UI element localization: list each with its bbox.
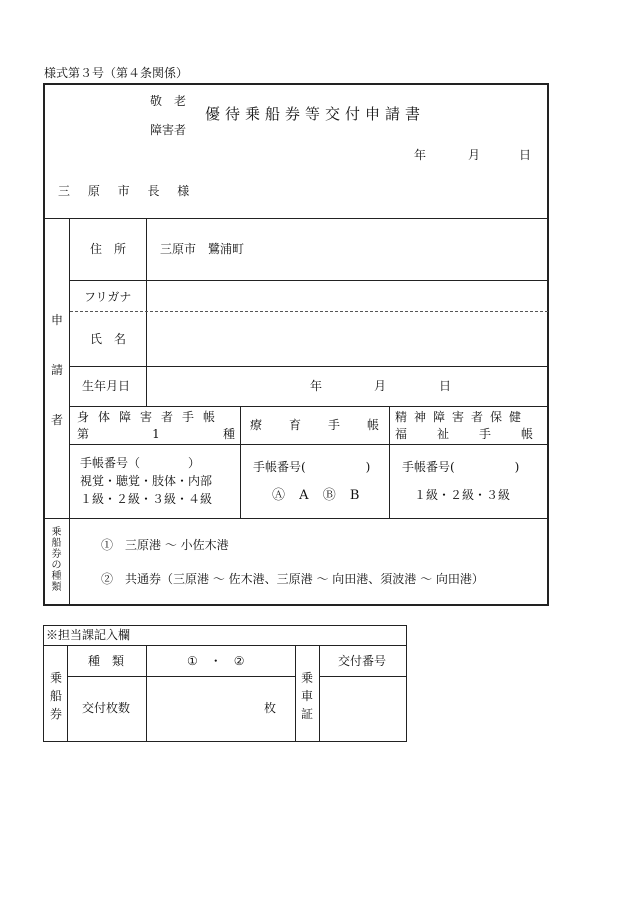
office-number-label: 交付番号 [338,654,387,668]
birthdate-day: 日 [439,379,452,393]
physical-class-suffix: 種 [222,427,235,441]
office-left-label: 乗 船 券 [49,671,62,721]
date-year: 年 [414,148,427,162]
birthdate-label: 生年月日 [82,379,131,393]
physical-number-line[interactable]: 手帳番号（ ） [80,456,201,470]
honorific-prefix-bottom: 障害者 [150,123,187,137]
rehab-grade-a-circled[interactable]: Ⓐ [272,488,286,503]
honorific-prefix-top: 敬 老 [150,94,187,108]
rehab-number-line[interactable]: 手帳番号( ) [253,460,371,474]
physical-notebook-header: 身体障害者手帳 [77,410,225,424]
office-right-label: 乗 車 証 [300,671,313,721]
rehab-grades[interactable] [272,489,359,502]
applicant-side-label-3: 者 [51,413,64,427]
office-type-value[interactable]: ① ・ ② [187,654,245,668]
applicant-side-label-1: 申 [51,313,64,327]
applicant-side-label-2: 請 [51,363,64,377]
mental-grades[interactable]: １級・２級・３級 [414,488,511,502]
mental-number-line[interactable]: 手帳番号( ) [402,460,520,474]
furigana-label: フリガナ [84,290,132,304]
office-count-unit: 枚 [264,701,277,715]
date-month: 月 [468,148,481,162]
birthdate-year: 年 [310,379,323,393]
address-value[interactable]: 三原市 鷺浦町 [160,242,245,256]
address-label: 住 所 [90,242,127,256]
physical-class-number: 1 [152,427,160,441]
rehab-grade-a[interactable]: A [299,488,309,503]
physical-notebook-header-line2 [77,428,235,440]
mental-notebook-header: 精神障害者保健 [395,410,529,424]
physical-types[interactable]: 視覚・聴覚・肢体・内部 [80,474,213,488]
form-title: 優待乗船券等交付申請書 [205,105,426,123]
mental-notebook-header-line2: 福祉手帳 [395,427,564,441]
office-type-label: 種 類 [88,654,125,668]
name-label: 氏 名 [90,332,127,346]
physical-class-label: 第 [77,427,90,441]
physical-grades[interactable]: １級・２級・３級・４級 [80,492,213,506]
ticket-type-side-label: 乗 船 券 の 種 類 [51,527,62,593]
rehab-notebook-header: 療育手帳 [250,418,407,432]
office-use-title: ※担当課記入欄 [46,628,131,642]
rehab-grade-b-circled[interactable]: Ⓑ [322,488,336,503]
date-day: 日 [519,148,532,162]
rehab-grade-b[interactable]: B [349,488,360,503]
office-use-table [43,625,407,742]
form-number: 様式第３号（第４条関係） [44,66,189,80]
ticket-option-2[interactable]: ② 共通券（三原港 〜 佐木港、三原港 〜 向田港、須波港 〜 向田港） [101,572,484,586]
office-count-label: 交付枚数 [82,701,131,715]
ticket-option-1[interactable]: ① 三原港 〜 小佐木港 [101,538,229,552]
birthdate-month: 月 [374,379,387,393]
addressee: 三 原 市 長 様 [58,184,197,198]
